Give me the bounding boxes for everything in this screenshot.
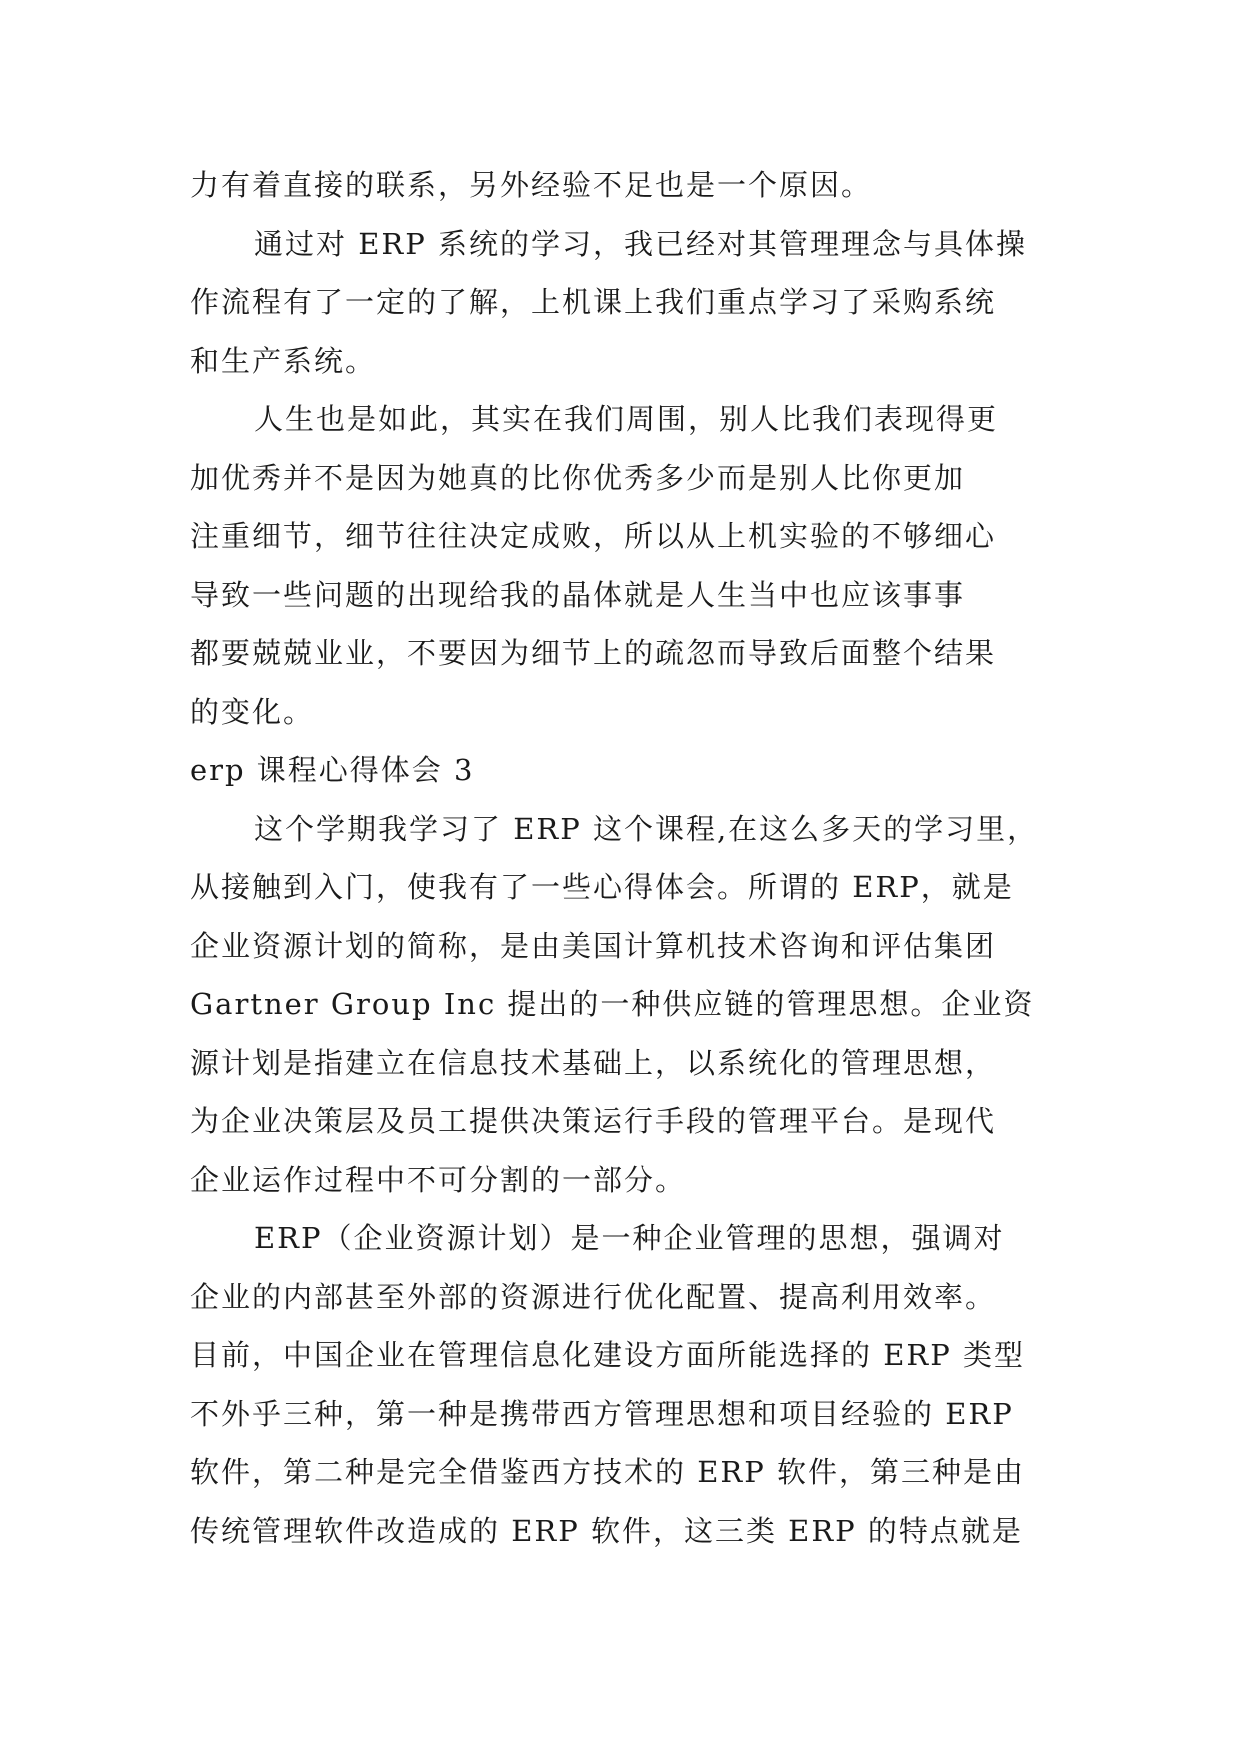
text-line: 力有着直接的联系，另外经验不足也是一个原因。 xyxy=(190,168,873,202)
text-line: 注重细节，细节往往决定成败，所以从上机实验的不够细心 xyxy=(190,519,997,553)
paragraph-start-line: 这个学期我学习了 ERP 这个课程,在这么多天的学习里， xyxy=(254,811,1039,846)
text-line: 源计划是指建立在信息技术基础上，以系统化的管理思想， xyxy=(190,1045,997,1080)
text-line: 不外乎三种，第一种是携带西方管理思想和项目经验的 ERP xyxy=(190,1396,1014,1431)
text-line: Gartner Group Inc 提出的一种供应链的管理思想。企业资 xyxy=(190,987,1035,1021)
text-line: 从接触到入门，使我有了一些心得体会。所谓的 ERP，就是 xyxy=(190,870,1014,904)
text-line: 传统管理软件改造成的 ERP 软件，这三类 ERP 的特点就是 xyxy=(190,1513,1023,1548)
text-line: 企业资源计划的简称，是由美国计算机技术咨询和评估集团 xyxy=(190,928,997,963)
text-line: 为企业决策层及员工提供决策运行手段的管理平台。是现代 xyxy=(190,1104,997,1138)
text-line: 和生产系统。 xyxy=(190,343,377,378)
text-line: 加优秀并不是因为她真的比你优秀多少而是别人比你更加 xyxy=(190,460,966,495)
text-line: 都要兢兢业业，不要因为细节上的疏忽而导致后面整个结果 xyxy=(190,636,997,670)
text-line: 企业的内部甚至外部的资源进行优化配置、提高利用效率。 xyxy=(190,1279,997,1314)
paragraph-start-line: ERP（企业资源计划）是一种企业管理的思想，强调对 xyxy=(254,1221,1005,1255)
paragraph-start-line: 通过对 ERP 系统的学习，我已经对其管理理念与具体操 xyxy=(254,226,1027,261)
section-heading: erp 课程心得体会 3 xyxy=(190,753,475,787)
text-line: 企业运作过程中不可分割的一部分。 xyxy=(190,1162,687,1197)
text-line: 的变化。 xyxy=(190,694,315,729)
text-line: 作流程有了一定的了解，上机课上我们重点学习了采购系统 xyxy=(190,285,997,319)
paragraph-start-line: 人生也是如此，其实在我们周围，别人比我们表现得更 xyxy=(254,402,999,436)
document-body xyxy=(190,156,1050,1560)
text-line: 目前，中国企业在管理信息化建设方面所能选择的 ERP 类型 xyxy=(190,1338,1025,1372)
text-line: 软件，第二种是完全借鉴西方技术的 ERP 软件，第三种是由 xyxy=(190,1455,1025,1489)
text-line: 导致一些问题的出现给我的晶体就是人生当中也应该事事 xyxy=(190,577,966,612)
